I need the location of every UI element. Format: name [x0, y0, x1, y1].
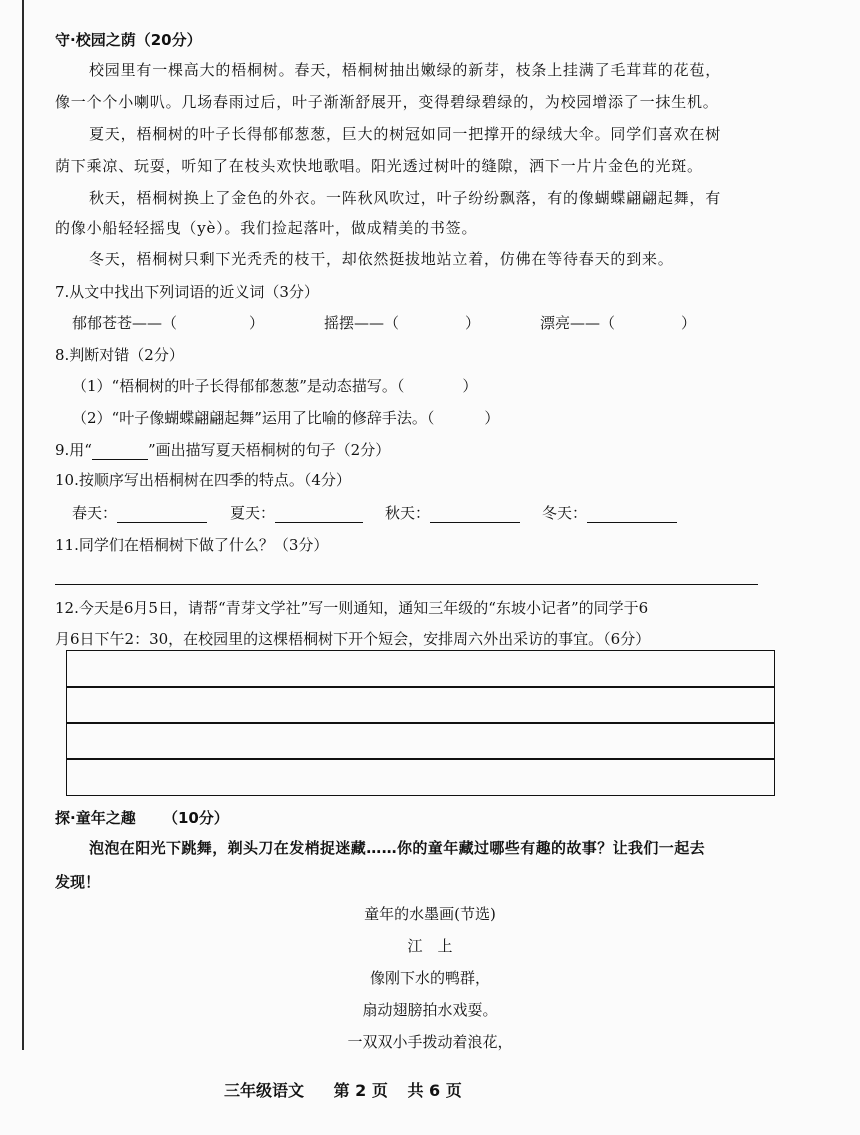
q10-spring-label: 春天：: [72, 504, 118, 522]
q8-item-2: [72, 408, 499, 428]
q7-word-3: [540, 313, 696, 333]
question-12-line-1: 12.今天是6月5日，请帮“青芽文学社”写一则通知，通知三年级的“东坡小记者”的同学于6: [55, 599, 649, 617]
q7-word-3-label: 漂亮——（: [540, 314, 616, 332]
section-2-intro-1: 泡泡在阳光下跳舞，剃头刀在发梢捉迷藏……你的童年藏过哪些有趣的故事？让我们一起去: [89, 839, 706, 857]
passage-line: 秋天，梧桐树换上了金色的外衣。一阵秋风吹过，叶子纷纷飘落，有的像蝴蝶翩翩起舞，有: [89, 189, 722, 207]
section-title: 守·校园之荫（20分）: [55, 31, 202, 49]
section-2-title: [55, 808, 229, 828]
footer-subject: 三年级语文: [224, 1081, 305, 1100]
question-9: [55, 440, 390, 460]
question-10-title: 10.按顺序写出梧桐树在四季的特点。（4分）: [55, 471, 351, 489]
q7-close-1: ）: [249, 314, 265, 332]
question-8-title: 8.判断对错（2分）: [55, 346, 184, 364]
q10-winter-label: 冬天：: [542, 504, 588, 522]
passage-line: 的像小船轻轻摇曳（yè）。我们捡起落叶，做成精美的书签。: [55, 219, 478, 237]
q12-writing-box[interactable]: [66, 650, 775, 796]
q7-word-1-label: 郁郁苍苍——（: [72, 314, 178, 332]
q9-suffix: ”画出描写夏天梧桐树的句子（2分）: [147, 441, 391, 459]
passage-line: 夏天，梧桐树的叶子长得郁郁葱葱，巨大的树冠如同一把撑开的绿绒大伞。同学们喜欢在树: [89, 125, 722, 143]
q10-autumn-label: 秋天：: [385, 504, 431, 522]
passage-line: 校园里有一棵高大的梧桐树。春天，梧桐树抽出嫩绿的新芽，枝条上挂满了毛茸茸的花苞，: [89, 61, 722, 79]
q11-answer-line[interactable]: [55, 584, 758, 585]
q10-winter: [542, 503, 677, 523]
passage-line: 荫下乘凉、玩耍，听知了在枝头欢快地歌唱。阳光透过树叶的缝隙，洒下一片片金色的光斑。: [55, 157, 703, 175]
writing-row-divider: [67, 686, 774, 688]
passage-line: 像一个个小喇叭。几场春雨过后，叶子渐渐舒展开，变得碧绿碧绿的，为校园增添了一抹生机。: [55, 93, 719, 111]
question-12-line-2: 月6日下午2：30，在校园里的这棵梧桐树下开个短会，安排周六外出采访的事宜。（6分）: [55, 630, 651, 648]
section-2-intro-2: 发现！: [55, 873, 101, 891]
page-footer: [224, 1078, 462, 1101]
q9-underline-sample: [92, 443, 148, 460]
writing-row-divider: [67, 758, 774, 760]
section-2-score: （10分）: [162, 809, 229, 827]
q8-close-2: ）: [484, 409, 500, 427]
footer-page-number: 第 2 页: [333, 1081, 388, 1100]
writing-row-divider: [67, 722, 774, 724]
q7-word-1: [72, 313, 264, 333]
q7-word-2: [324, 313, 480, 333]
q10-summer-blank[interactable]: [275, 506, 363, 523]
q7-close-3: ）: [681, 314, 697, 332]
poem-line: 像刚下水的鸭群，: [369, 969, 490, 987]
q8-item-2-text: （2）“叶子像蝴蝶翩翩起舞”运用了比喻的修辞手法。（: [72, 409, 435, 427]
q7-word-2-label: 摇摆——（: [324, 314, 400, 332]
q10-winter-blank[interactable]: [587, 506, 677, 523]
question-11-title: 11.同学们在梧桐树下做了什么？（3分）: [55, 536, 329, 554]
q9-prefix: 9.用“: [55, 441, 92, 459]
q7-close-2: ）: [465, 314, 481, 332]
question-7-title: 7.从文中找出下列词语的近义词（3分）: [55, 283, 319, 301]
q10-spring-blank[interactable]: [117, 506, 207, 523]
q10-autumn-blank[interactable]: [430, 506, 520, 523]
poem-line: 扇动翅膀拍水戏耍。: [362, 1001, 498, 1019]
q10-spring: [72, 503, 207, 523]
q10-summer: [230, 503, 363, 523]
poem-title: 童年的水墨画(节选): [364, 905, 496, 923]
poem-subtitle: 江 上: [407, 937, 453, 955]
section-2-title-text: 探·童年之趣: [55, 809, 136, 827]
q8-close-1: ）: [462, 377, 478, 395]
passage-line: 冬天，梧桐树只剩下光秃秃的枝干，却依然挺拔地站立着，仿佛在等待春天的到来。: [89, 250, 674, 268]
q10-summer-label: 夏天：: [230, 504, 276, 522]
footer-total-pages: 共 6 页: [407, 1081, 462, 1100]
q8-item-1-text: （1）“梧桐树的叶子长得郁郁葱葱”是动态描写。（: [72, 377, 405, 395]
q8-item-1: [72, 376, 477, 396]
q10-autumn: [385, 503, 520, 523]
poem-line: 一双双小手拨动着浪花，: [347, 1033, 513, 1051]
